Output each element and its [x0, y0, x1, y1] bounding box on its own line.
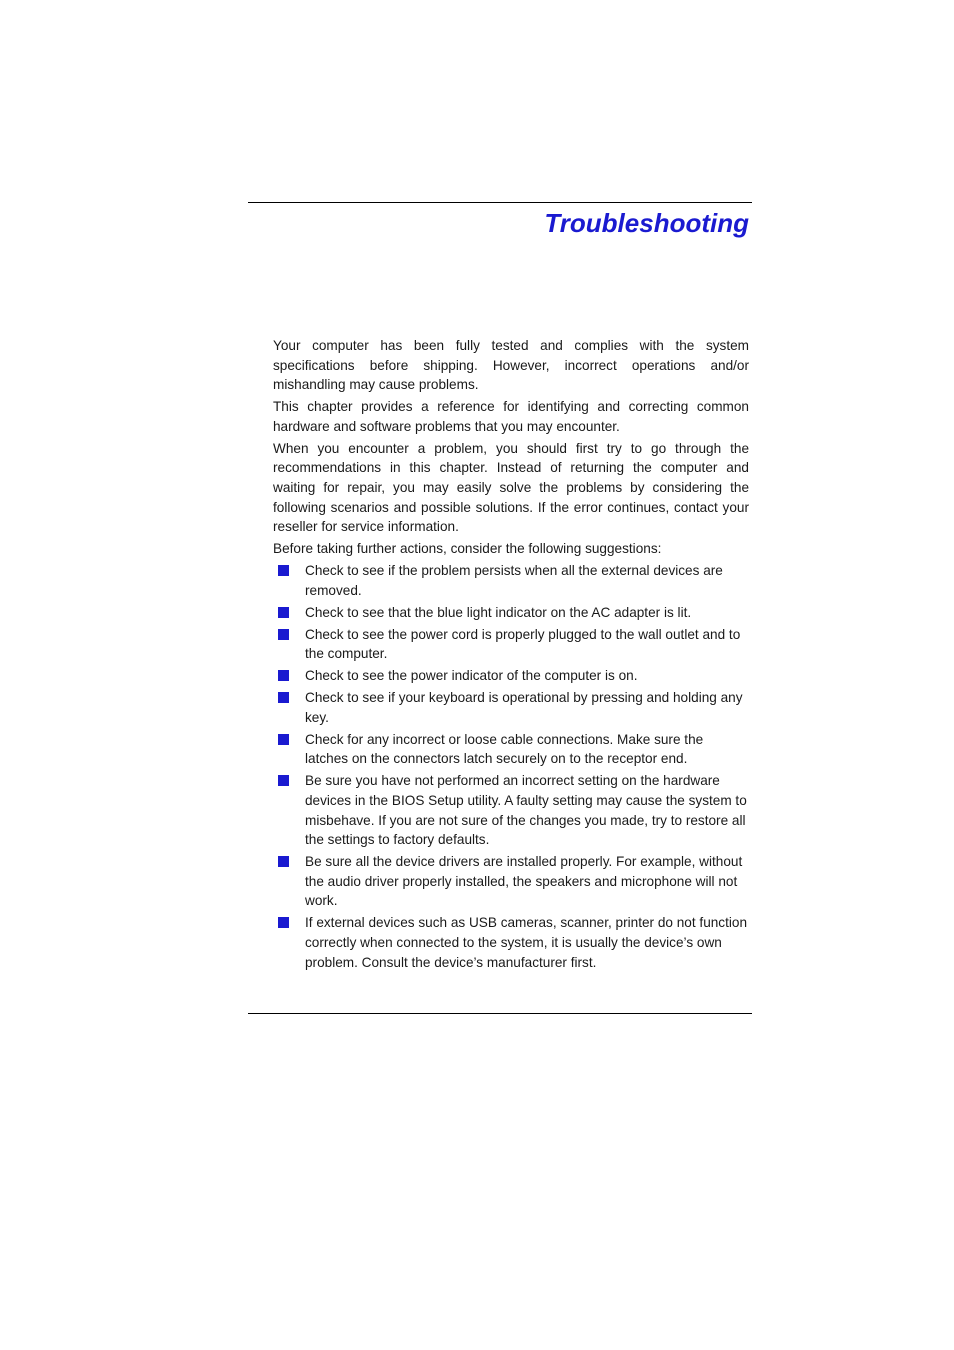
square-bullet-icon [278, 670, 289, 681]
square-bullet-icon [278, 692, 289, 703]
list-item [273, 852, 749, 911]
list-item [273, 913, 749, 972]
square-bullet-icon [278, 629, 289, 640]
square-bullet-icon [278, 607, 289, 618]
list-item-text: Check to see that the blue light indicator on the AC adapter is lit. [305, 604, 692, 620]
suggestion-list [273, 561, 749, 972]
list-item-text: Check to see the power cord is properly plugged to the wall outlet and to the computer. [305, 626, 741, 662]
chapter-body [273, 336, 749, 974]
list-item [273, 771, 749, 849]
square-bullet-icon [278, 856, 289, 867]
square-bullet-icon [278, 565, 289, 576]
intro-paragraph: When you encounter a problem, you should first try to go through the recommendations in this chapter. Instead of returning the computer and waiting for repair, you may easily solve the problems by considering the following scenarios and possible solutions. If the error continues, contact your reseller for service information. [273, 440, 749, 535]
square-bullet-icon [278, 775, 289, 786]
top-divider [248, 202, 752, 203]
intro-paragraph: This chapter provides a reference for identifying and correcting common hardware and software problems that you may encounter. [273, 399, 749, 434]
square-bullet-icon [278, 917, 289, 928]
list-item-text: Be sure you have not performed an incorrect setting on the hardware devices in the BIOS Setup utility. A faulty setting may cause the system to misbehave. If you are not sure of the changes you made, try to restore all the settings to factory defaults. [305, 773, 747, 848]
list-item [273, 625, 749, 664]
list-item [273, 730, 749, 769]
list-item-text: Check to see if your keyboard is operational by pressing and holding any key. [305, 690, 743, 725]
list-item [273, 603, 749, 623]
square-bullet-icon [278, 734, 289, 745]
bottom-divider [248, 1013, 752, 1014]
list-item-text: Check to see if the problem persists when all the external devices are removed. [305, 563, 723, 598]
list-item-text: Check for any incorrect or loose cable connections. Make sure the latches on the connectors latch securely on to the receptor end. [305, 731, 704, 767]
list-item-text: If external devices such as USB cameras, scanner, printer do not function correctly when connected to the system, it is usually the device’s own problem. Consult the device’s manufacturer first. [305, 915, 748, 970]
list-item [273, 666, 749, 686]
list-item-text: Be sure all the device drivers are installed properly. For example, without the audio driver properly installed, the speakers and microphone will not work. [305, 854, 743, 909]
list-item [273, 688, 749, 727]
list-item-text: Check to see the power indicator of the computer is on. [305, 668, 638, 684]
page-title: Troubleshooting [544, 208, 749, 238]
suggestions-lead: Before taking further actions, consider the following suggestions: [273, 541, 662, 557]
intro-paragraph: Your computer has been fully tested and complies with the system specifications before shipping. However, incorrect operations and/or mishandling may cause problems. [273, 338, 749, 393]
list-item [273, 561, 749, 600]
